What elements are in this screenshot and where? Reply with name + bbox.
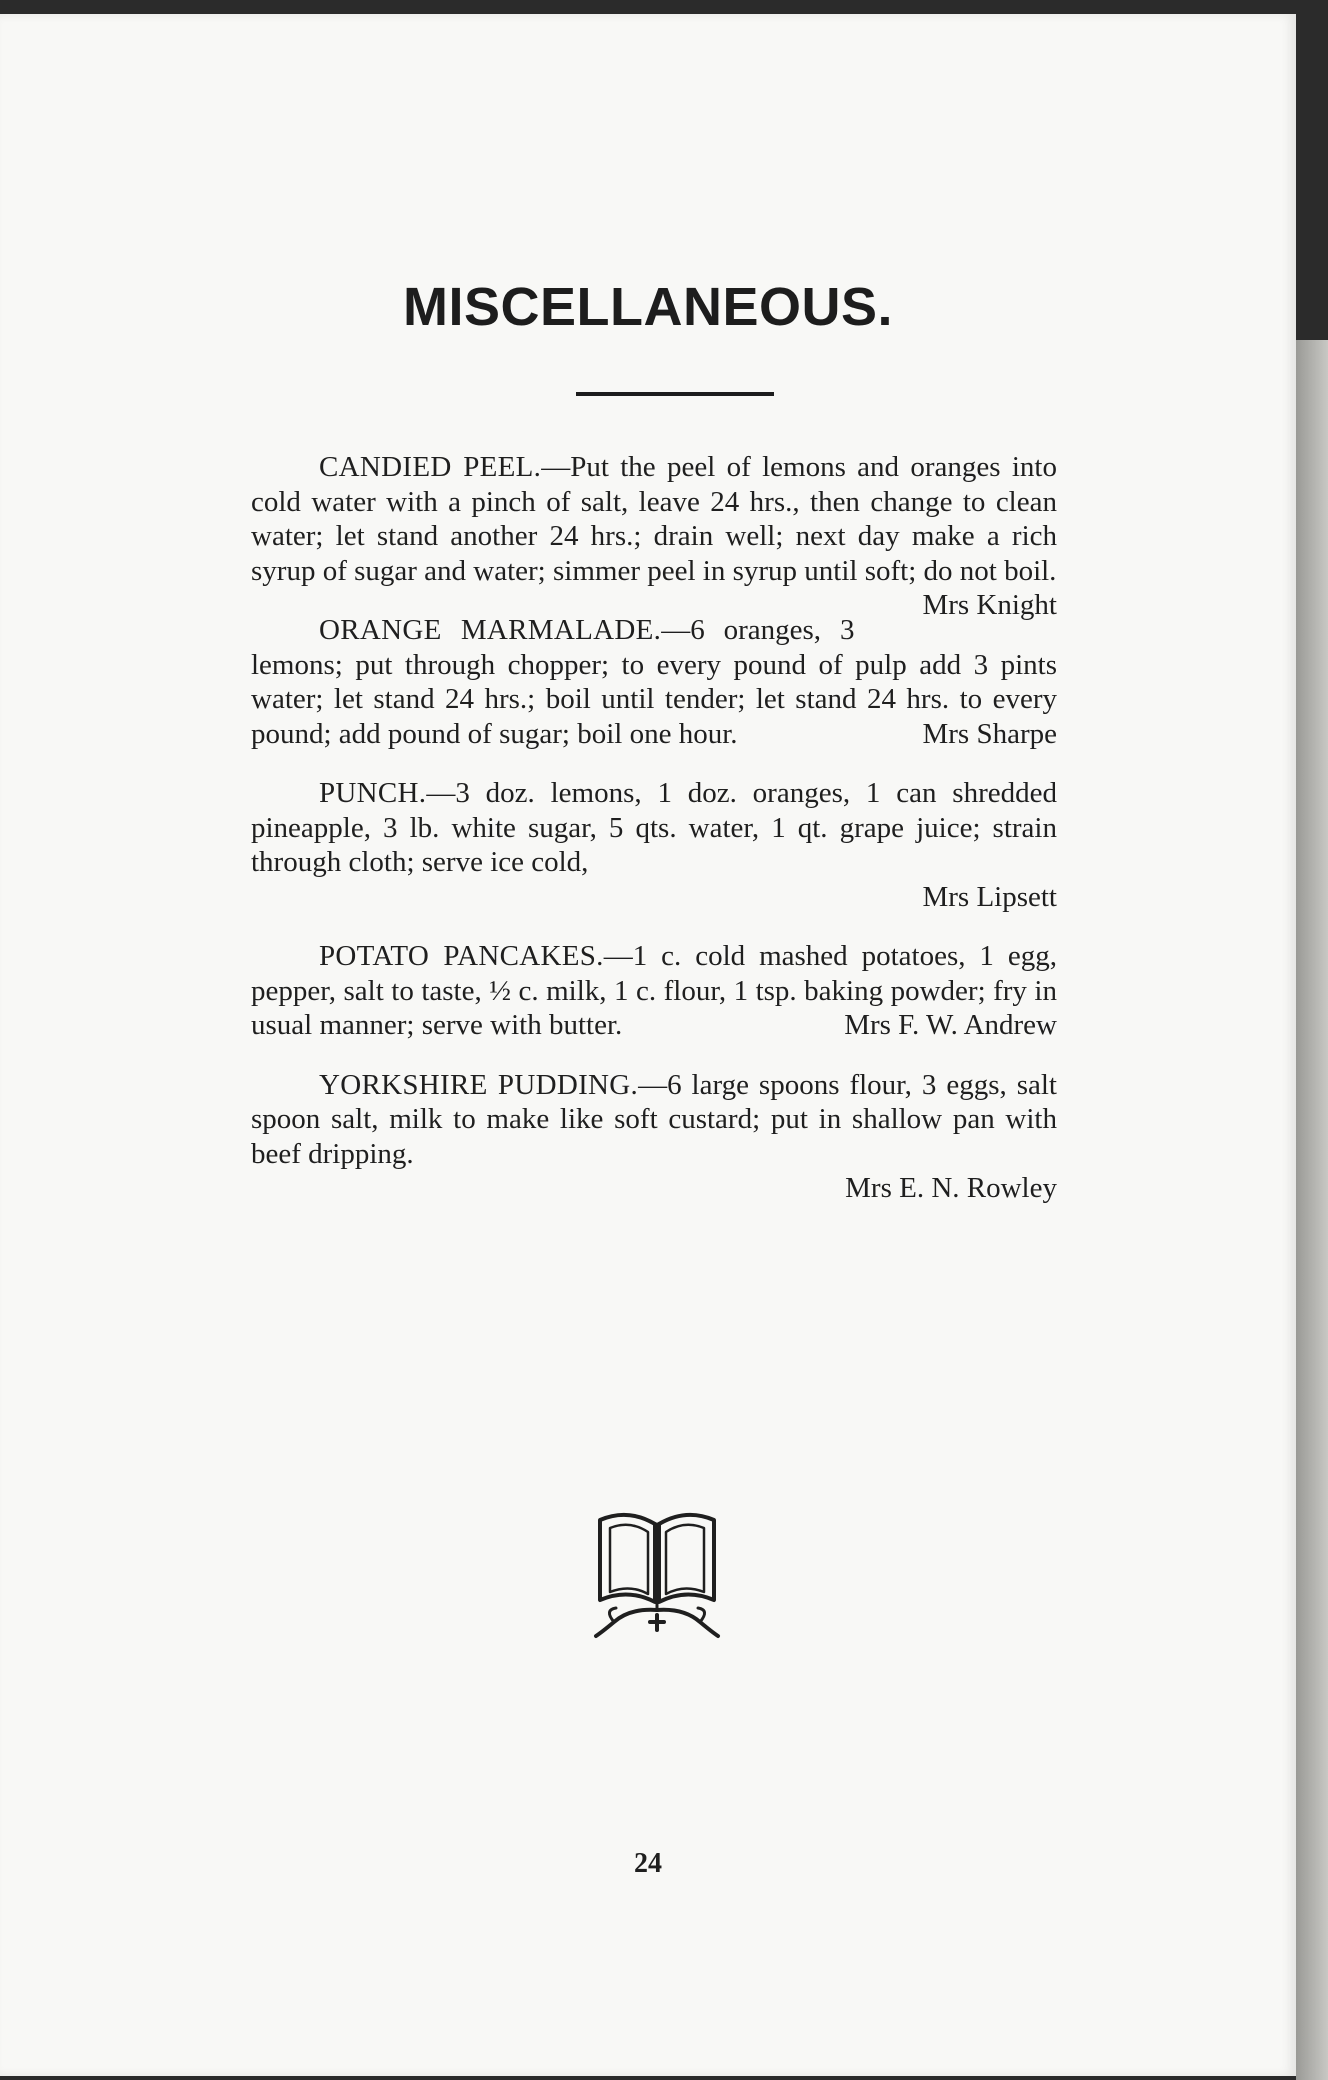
recipe-body xyxy=(251,1068,1057,1172)
recipe-title: YORKSHIRE PUDDING. xyxy=(319,1068,639,1101)
open-book-emblem-icon xyxy=(592,1510,722,1642)
recipe-text: —3 doz. lemons, 1 doz. oranges, 1 can shredded pineapple, 3 lb. white sugar, 5 qts. water, 1 qt. grape juice; strain through cloth; serve ice cold, xyxy=(251,777,1057,878)
recipe-text: —6 large spoons flour, 3 eggs, salt spoon salt, milk to make like soft custard; put in shallow pan with beef dripping. xyxy=(251,1068,1057,1170)
recipe-punch xyxy=(251,776,1057,914)
recipe-candied-peel xyxy=(251,450,1057,621)
recipe-text: —6 oranges, 3 lemons; put through chopper; to every pound of pulp add 3 pints water; let stand 24 hrs.; boil until tender; let stand 24 hrs. to every pound; add pound of sugar; boil one hour. xyxy=(251,614,1057,750)
recipe-title: POTATO PANCAKES. xyxy=(319,940,604,972)
recipe-orange-marmalade xyxy=(251,613,1057,751)
recipe-title: PUNCH. xyxy=(319,777,427,809)
title-divider xyxy=(576,392,774,396)
recipe-body xyxy=(251,939,1057,1043)
recipe-title: ORANGE MARMALADE. xyxy=(319,614,662,646)
recipe-text: —Put the peel of lemons and oranges into cold water with a pinch of salt, leave 24 hrs., then change to clean water; let stand another 24 hrs.; drain well; next day make a rich syrup of sugar and water; simmer peel in syrup until soft; do not boil. xyxy=(251,451,1057,587)
recipe-author: Mrs Lipsett xyxy=(922,880,1057,913)
recipe-author: Mrs Sharpe xyxy=(922,717,1057,750)
recipe-author: Mrs F. W. Andrew xyxy=(844,1009,1057,1041)
recipe-title: CANDIED PEEL. xyxy=(319,451,542,483)
recipe-body xyxy=(251,450,1057,621)
recipe-yorkshire-pudding xyxy=(251,1068,1057,1206)
book-page xyxy=(0,14,1296,2076)
recipe-author: Mrs E. N. Rowley xyxy=(845,1172,1057,1204)
recipe-list xyxy=(251,450,1057,1231)
recipe-body xyxy=(251,613,1057,751)
page-title: MISCELLANEOUS. xyxy=(402,277,894,337)
recipe-body xyxy=(251,776,1057,880)
recipe-text: —1 c. cold mashed potatoes, 1 egg, pepper, salt to taste, ½ c. milk, 1 c. flour, 1 tsp. baking powder; fry in usual manner; serve with butter. xyxy=(251,940,1057,1041)
page-number: 24 xyxy=(634,1848,662,1879)
page-edge-shadow xyxy=(1296,340,1328,2080)
recipe-author: Mrs Knight xyxy=(922,589,1057,621)
recipe-potato-pancakes xyxy=(251,939,1057,1043)
